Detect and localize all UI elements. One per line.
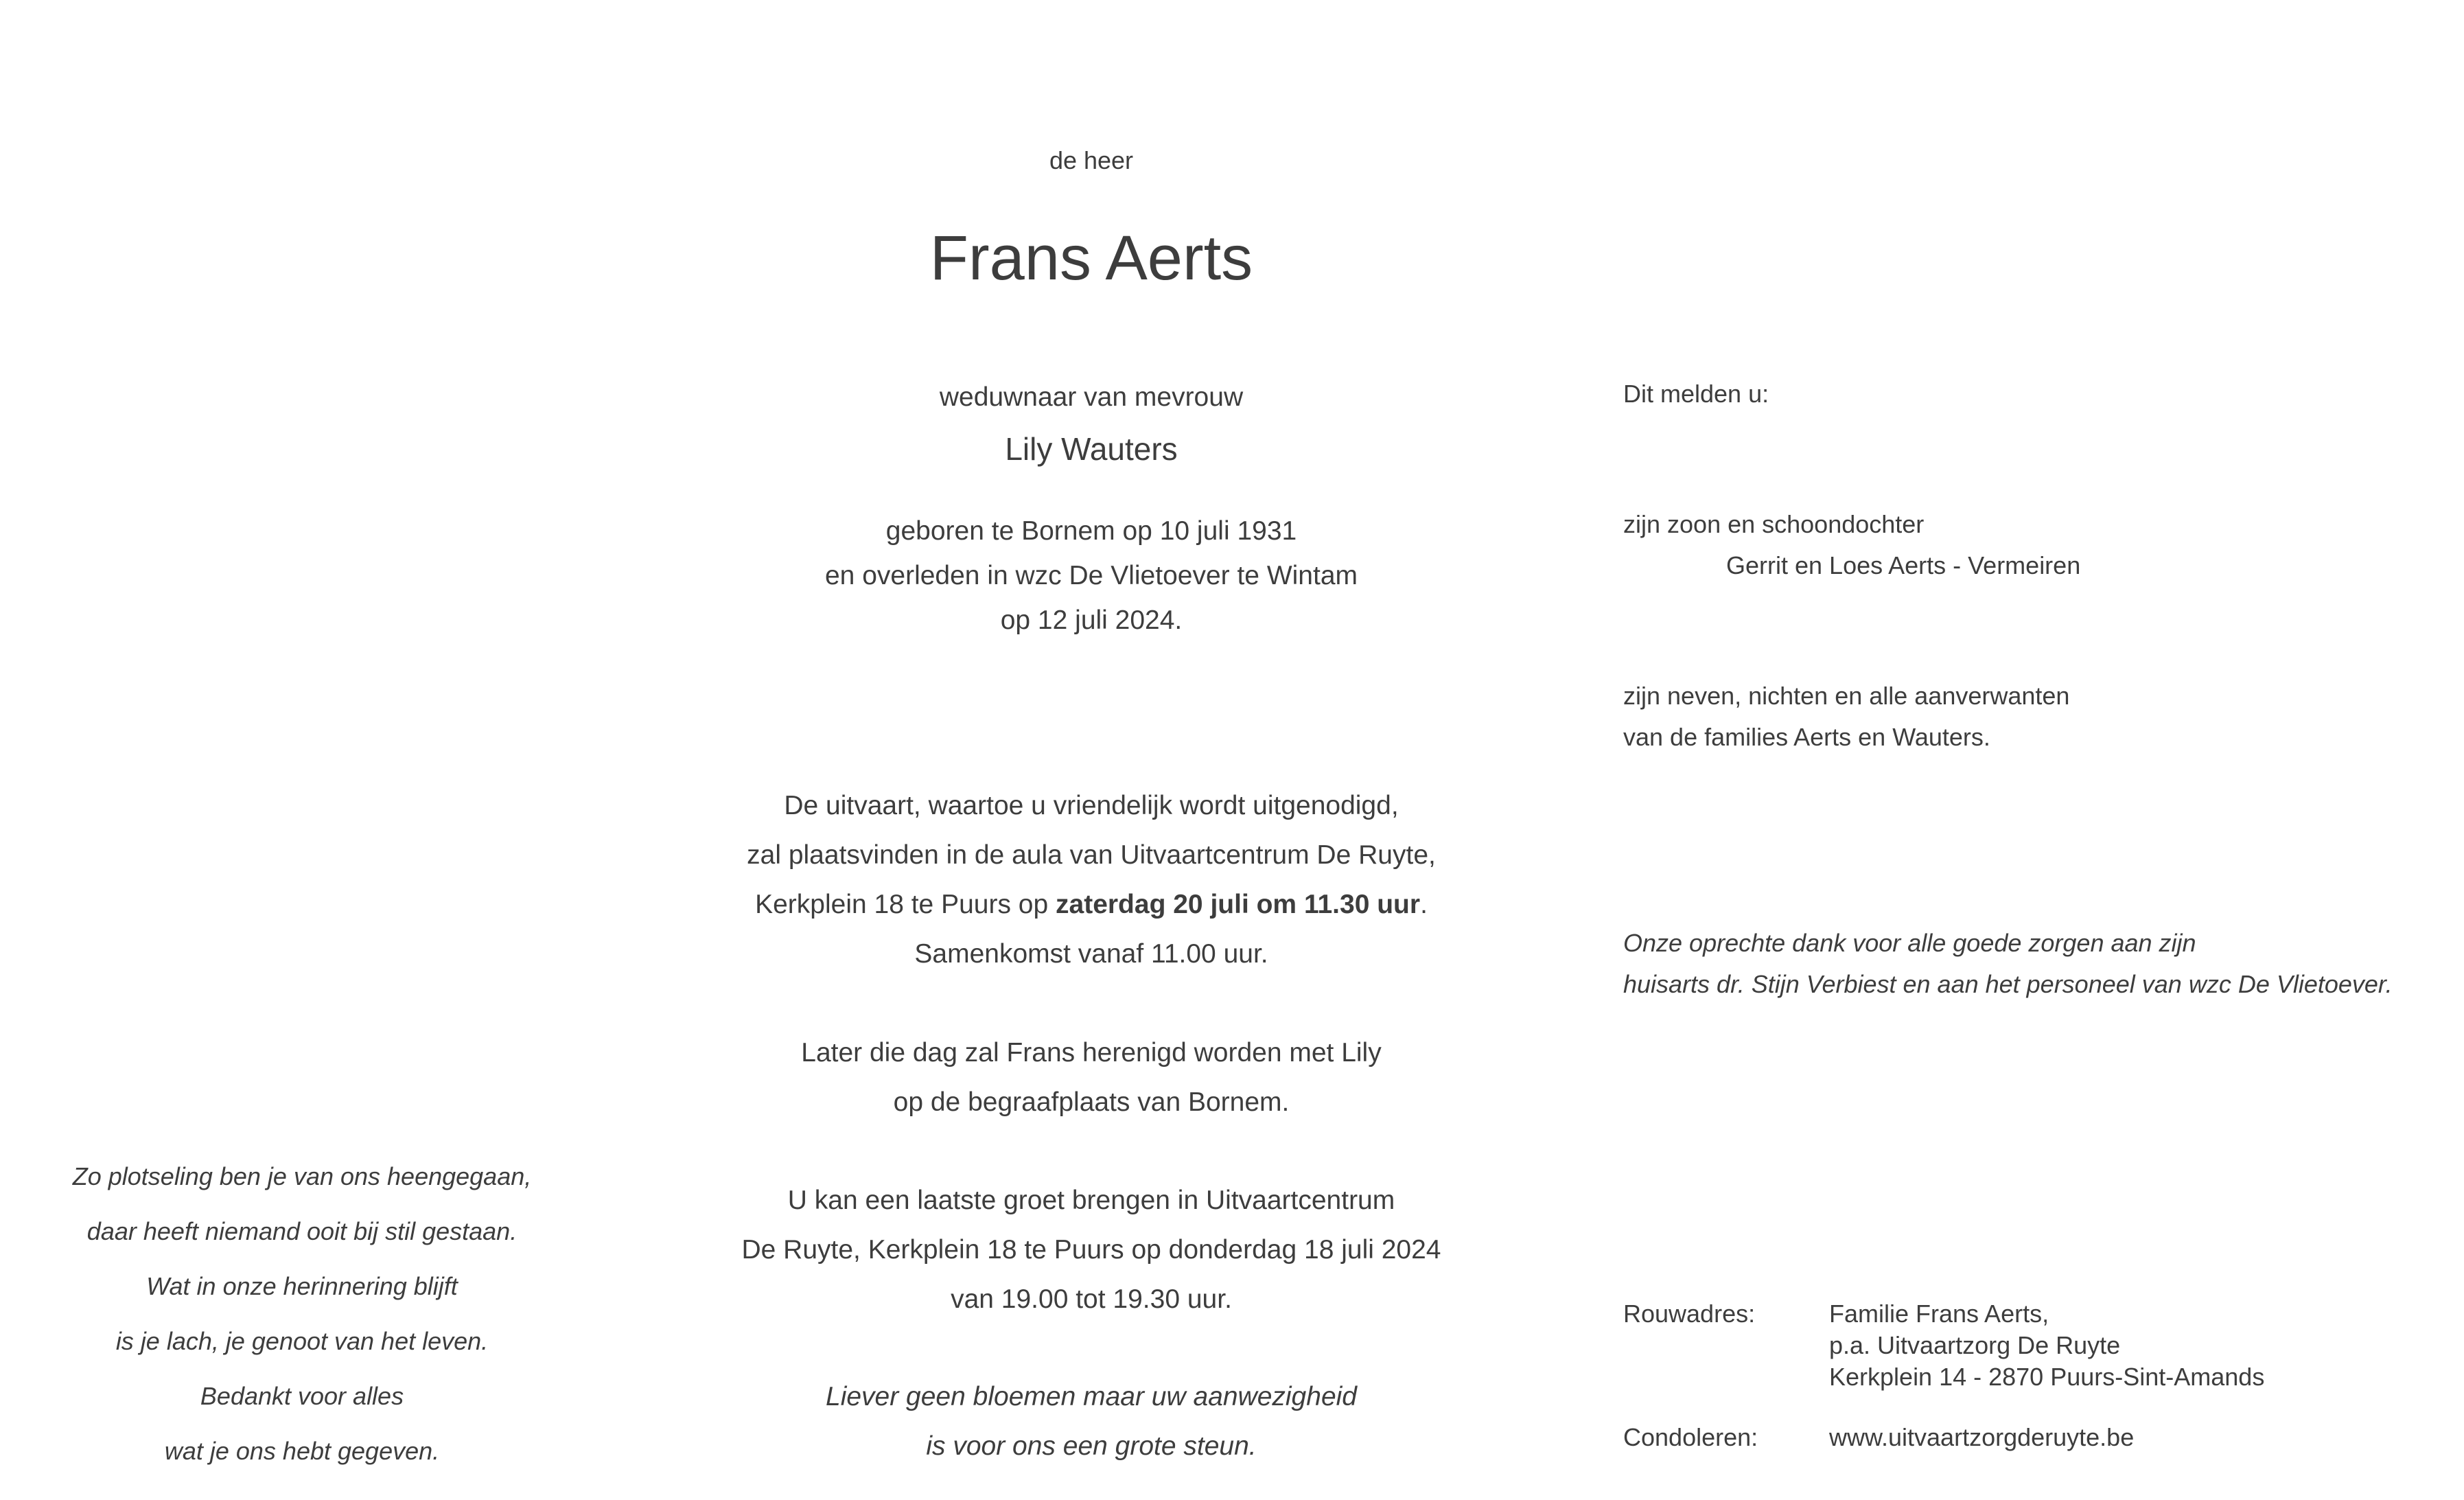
- death-date: op 12 juli 2024.: [1000, 605, 1183, 635]
- poem-line: Wat in onze herinnering blijft: [146, 1272, 458, 1300]
- spouse-name: Lily Wauters: [1005, 431, 1178, 467]
- relatives-line-2: van de families Aerts en Wauters.: [1623, 723, 1990, 751]
- condolence-label: Condoleren:: [1623, 1423, 1758, 1451]
- thanks-line-2: huisarts dr. Stijn Verbiest en aan het personeel van wzc De Vlietoever.: [1623, 970, 2393, 998]
- visit-line-1: U kan een laatste groet brengen in Uitvaartcentrum: [787, 1186, 1395, 1215]
- funeral-datetime: zaterdag 20 juli om 11.30 uur: [1056, 890, 1421, 919]
- relatives-line-1: zijn neven, nichten en alle aanverwanten: [1623, 682, 2070, 710]
- announcers-column: [1623, 0, 2464, 1500]
- deceased-name: Frans Aerts: [929, 223, 1253, 293]
- poem-line: Bedankt voor alles: [200, 1382, 404, 1410]
- funeral-line-3-suffix: .: [1420, 890, 1428, 919]
- flowers-line-2: is voor ons een grote steun.: [926, 1431, 1257, 1461]
- son-names: Gerrit en Loes Aerts - Vermeiren: [1726, 551, 2081, 579]
- burial-line-2: op de begraafplaats van Bornem.: [893, 1087, 1290, 1117]
- flowers-line-1: Liever geen bloemen maar uw aanwezigheid: [826, 1382, 1357, 1411]
- memorial-poem: [0, 0, 604, 1500]
- birth-line: geboren te Bornem op 10 juli 1931: [885, 516, 1297, 546]
- son-label: zijn zoon en schoondochter: [1623, 510, 1925, 538]
- thanks-line-1: Onze oprechte dank voor alle goede zorgen aan zijn: [1623, 929, 2196, 957]
- funeral-line-3-prefix: Kerkplein 18 te Puurs op: [755, 890, 1056, 919]
- poem-line: wat je ons hebt gegeven.: [164, 1437, 440, 1465]
- address-line-1: Familie Frans Aerts,: [1829, 1300, 2049, 1328]
- condolence-link[interactable]: www.uitvaartzorgderuyte.be: [1829, 1423, 2135, 1451]
- visit-line-2: De Ruyte, Kerkplein 18 te Puurs op donderdag 18 juli 2024: [741, 1235, 1441, 1265]
- funeral-line-3: [686, 891, 1496, 918]
- salutation: de heer: [1049, 146, 1134, 174]
- address-label: Rouwadres:: [1623, 1300, 1756, 1328]
- address-line-2: p.a. Uitvaartzorg De Ruyte: [1829, 1331, 2121, 1359]
- gathering-line: Samenkomst vanaf 11.00 uur.: [914, 939, 1268, 969]
- funeral-line-2: zal plaatsvinden in de aula van Uitvaartcentrum De Ruyte,: [747, 840, 1436, 870]
- funeral-line-1: De uitvaart, waartoe u vriendelijk wordt uitgenodigd,: [784, 791, 1399, 820]
- poem-line: Zo plotseling ben je van ons heengegaan,: [72, 1162, 532, 1190]
- announcers-intro: Dit melden u:: [1623, 380, 1769, 408]
- burial-line-1: Later die dag zal Frans herenigd worden met Lily: [801, 1038, 1382, 1068]
- poem-line: is je lach, je genoot van het leven.: [115, 1327, 489, 1355]
- widower-of: weduwnaar van mevrouw: [939, 382, 1244, 412]
- visit-line-3: van 19.00 tot 19.30 uur.: [951, 1284, 1232, 1314]
- address-line-3: Kerkplein 14 - 2870 Puurs-Sint-Amands: [1829, 1363, 2265, 1391]
- main-notice: [686, 0, 1496, 1500]
- death-line: en overleden in wzc De Vlietoever te Wintam: [824, 561, 1358, 590]
- poem-line: daar heeft niemand ooit bij stil gestaan.: [86, 1217, 518, 1245]
